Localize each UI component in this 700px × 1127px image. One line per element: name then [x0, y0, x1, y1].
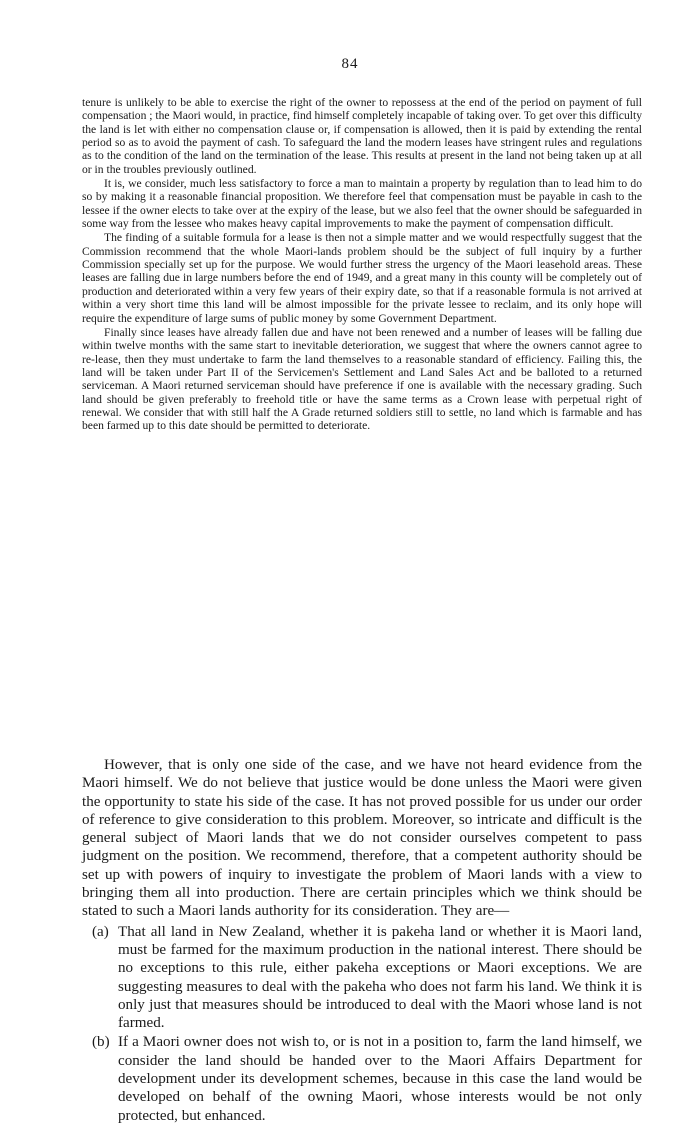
list-item-text: That all land in New Zealand, whether it is pakeha land or whether it is Maori land, must be farmed for the maximum production in the national interest. There should be no exceptions to this rule, either pakeha exceptions or Maori exceptions. We are suggesting measures to deal with the pakeha who does not farm his land. We think it is only just that measures should be introduced to deal with the Maori whose land is not farmed.: [118, 923, 642, 1032]
small-text-block: [82, 96, 642, 433]
list-item: [82, 923, 642, 1033]
list-item-text: If a Maori owner does not wish to, or is not in a position to, farm the land himself, we consider the land should be handed over to the Maori Affairs Department for development under its development schemes, because in this case the land would be developed on behalf of the owning Maori, whose interests would be not only protected, but enhanced.: [118, 1034, 642, 1124]
list-marker: (a): [92, 923, 109, 940]
page-number: 84: [341, 56, 359, 72]
main-text-block: [82, 756, 642, 1125]
principles-list: [82, 923, 642, 1125]
paragraph-tenure-continuation: tenure is unlikely to be able to exercise the right of the owner to repossess at the end of the period on payment of full compensation ; the Maori would, in practice, find himself completely incapable of taking over. To get over this difficulty the land is let with either no compensation clause or, if compensation is allowed, then it is paid by extending the rental period so as to avoid the payment of cash. To safeguard the land the modern leases have stringent rules and regulations as to the condition of the land on the termination of the lease. This results at present in the land not being taken up at all or in the troubles previously outlined.: [82, 96, 642, 176]
paragraph-compensation: It is, we consider, much less satisfactory to force a man to maintain a property by regulation than to lead him to do so by making it a reasonable financial proposition. We therefore feel that compensation must be payable in cash to the lessee if the owner elects to take over at the expiry of the lease, but we also feel that the owner should be safeguarded in some way from the lessee who makes heavy capital improvements to make the payment of compensation difficult.: [82, 177, 642, 231]
paragraph-lapsed-leases: Finally since leases have already fallen due and have not been renewed and a number of leases will be falling due within twelve months with the same start to inevitable deterioration, we suggest that where the owners cannot agree to re-lease, then they must undertake to farm the land themselves to a reasonable standard of efficiency. Failing this, the land will be taken under Part II of the Servicemen's Settlement and Land Sales Act and be balloted to a returned serviceman. A Maori returned serviceman should have preference if one is available with the necessary grading. Such land should be given preferably to freehold title or have the same terms as a Crown lease with perpetual right of renewal. We consider that with still half the A Grade returned soldiers still to settle, no land which is farmable and has been farmed up to this date should be permitted to deteriorate.: [82, 325, 642, 433]
paragraph-lease-formula: The finding of a suitable formula for a lease is then not a simple matter and we would respectfully suggest that the Commission recommend that the whole Maori-lands problem should be the subject of full inquiry by a further Commission specially set up for the purpose. We would further stress the urgency of the Maori leasehold areas. These leases are falling due in large numbers before the end of 1949, and a great many in this county will be completely out of production and deteriorated within a very few years of their expiry date, so that if a reasonable formula is not arrived at within a very short time this land will be almost impossible for the private lessee to reclaim, and its only hope will require the expenditure of large sums of public money by some Government Department.: [82, 231, 642, 325]
paragraph-maori-side: However, that is only one side of the case, and we have not heard evidence from the Maori himself. We do not believe that justice would be done unless the Maori were given the opportunity to state his side of the case. It has not proved possible for us under our order of reference to give consideration to this problem. Moreover, so intricate and difficult is the general subject of Maori lands that we do not consider ourselves competent to pass judgment on the position. We recommend, therefore, that a competent authority should be set up with powers of inquiry to investigate the problem of Maori lands with a view to bringing them all into production. There are certain principles which we think should be stated to such a Maori lands authority for its consideration. They are—: [82, 757, 642, 920]
list-marker: (b): [92, 1034, 110, 1051]
list-item: [82, 1033, 642, 1124]
